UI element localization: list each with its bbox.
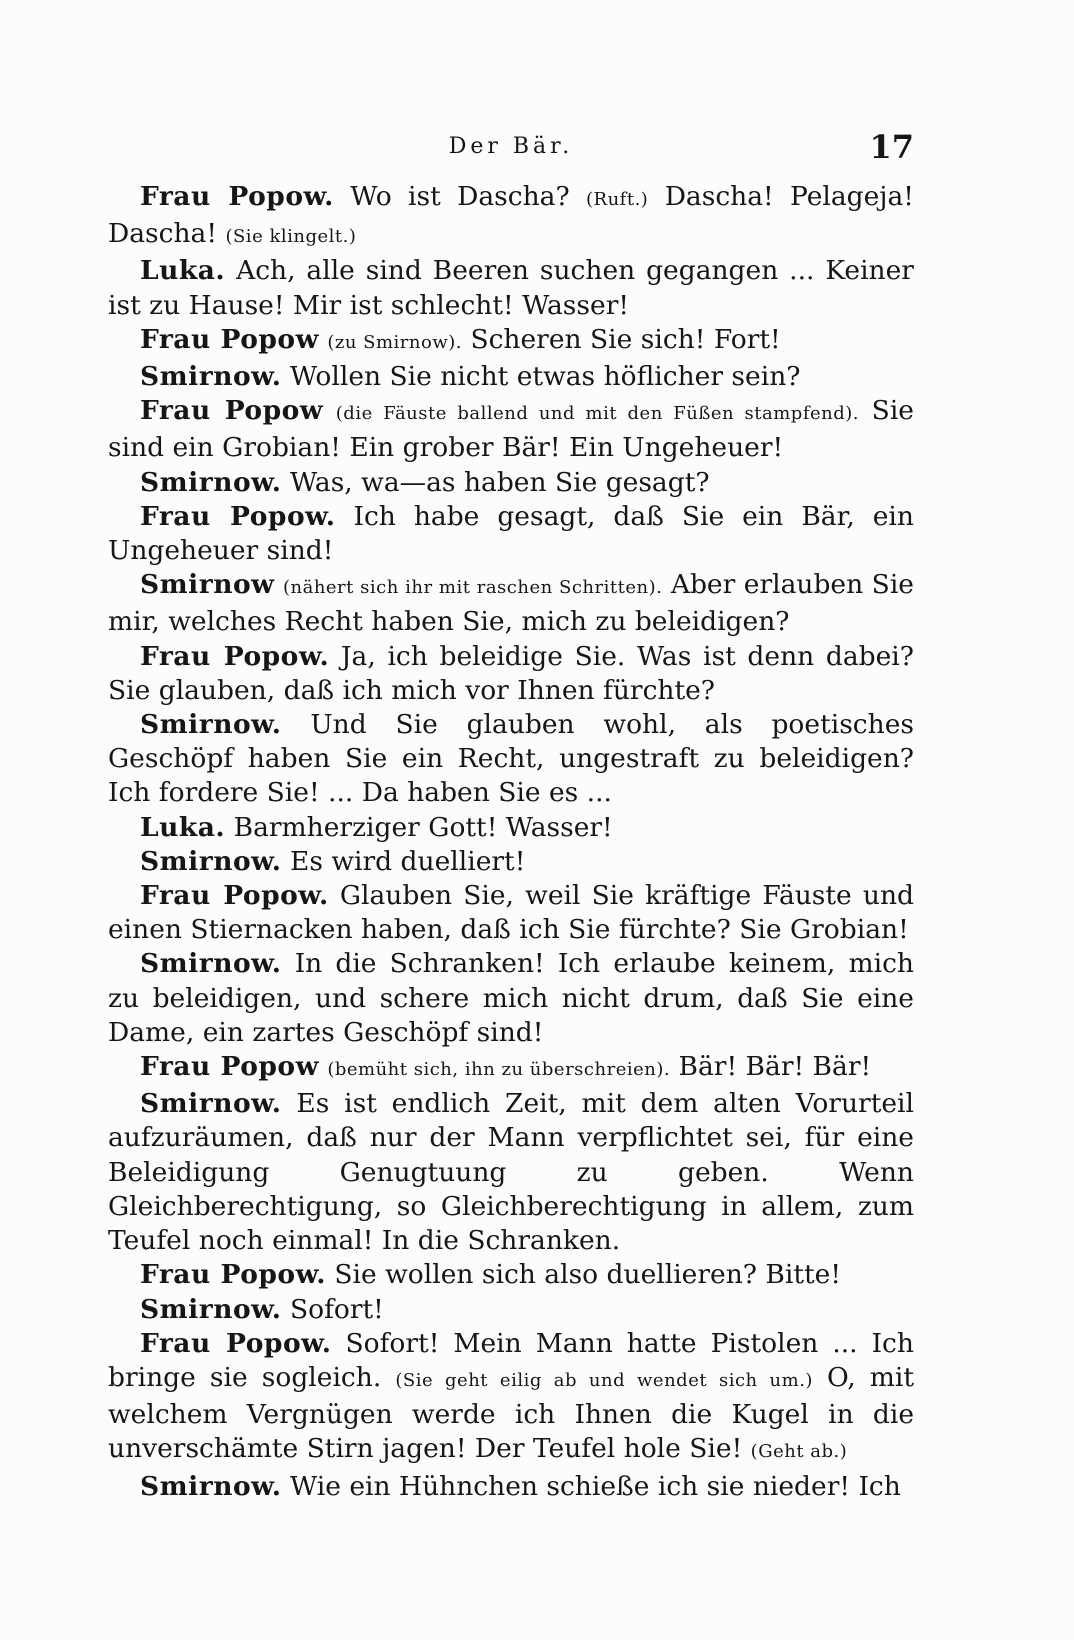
- speaker-name: Smirnow: [140, 569, 275, 601]
- dialogue-line: Sie sind ein Grobian! Ein grober Bär! Ein Ungeheuer!: [108, 395, 914, 464]
- dialogue-paragraph: [108, 254, 914, 322]
- stage-direction: (Sie geht eilig ab und wendet sich um.): [395, 1369, 813, 1391]
- speaker-name: Luka.: [140, 811, 226, 843]
- dialogue-line: Wollen Sie nicht etwas höflicher sein?: [289, 361, 801, 393]
- stage-direction: (Geht ab.): [750, 1441, 848, 1463]
- dialogue-line: Scheren Sie sich! Fort!: [470, 323, 781, 355]
- dialogue-paragraph: [108, 1087, 914, 1258]
- dialogue-line: O, mit welchem Vergnügen werde ich Ihnen die Kugel in die unverschämte Stirn jagen! Der Teufel hole Sie!: [108, 1361, 914, 1465]
- dialogue-paragraph: [108, 500, 914, 568]
- speaker-name: Frau Popow.: [140, 640, 330, 672]
- dialogue-line: Aber erlauben Sie mir, welches Recht haben Sie, mich zu beleidigen?: [108, 569, 914, 638]
- speaker-name: Smirnow.: [140, 948, 282, 980]
- dialogue-line: Ja, ich beleidige Sie. Was ist denn dabei? Sie glauben, daß ich mich vor Ihnen fürchte?: [108, 640, 914, 706]
- speaker-name: Frau Popow: [140, 323, 319, 355]
- speaker-name: Smirnow.: [140, 845, 282, 877]
- dialogue-line: Wo ist Dascha?: [350, 181, 570, 212]
- dialogue-paragraph: [108, 708, 914, 811]
- dialogue-text: [108, 180, 914, 1504]
- dialogue-line: Wie ein Hühnchen schieße ich sie nieder! Ich: [289, 1470, 901, 1502]
- speaker-name: Smirnow.: [140, 1470, 282, 1502]
- dialogue-paragraph: [108, 360, 914, 394]
- dialogue-line: Es ist endlich Zeit, mit dem alten Vorurteil aufzuräumen, daß nur der Mann verpflichtet sei, für eine Beleidigung Genugtuung zu geben. Wenn Gleichberechtigung, so Gleichberechtigung in allem, zum Teufel noch einmal! In die Schranken.: [108, 1088, 914, 1257]
- speaker-name: Frau Popow.: [140, 1259, 326, 1291]
- page-header: [108, 128, 914, 168]
- dialogue-paragraph: [108, 811, 914, 845]
- dialogue-paragraph: [108, 1293, 914, 1327]
- dialogue-line: Ach, alle sind Beeren suchen gegangen ... Keiner ist zu Hause! Mir ist schlecht! Wasser!: [108, 255, 914, 321]
- dialogue-paragraph: [108, 1258, 914, 1292]
- stage-direction: (die Fäuste ballend und mit den Füßen stampfend).: [335, 403, 860, 425]
- stage-direction: (nähert sich ihr mit raschen Schritten).: [282, 577, 663, 599]
- dialogue-line: Und Sie glauben wohl, als poetisches Geschöpf haben Sie ein Recht, ungestraft zu beleidigen? Ich fordere Sie! ... Da haben Sie es ...: [108, 709, 914, 809]
- speaker-name: Luka.: [140, 255, 226, 287]
- dialogue-line: Was, wa—as haben Sie gesagt?: [289, 466, 710, 498]
- dialogue-line: Es wird duelliert!: [289, 845, 526, 877]
- speaker-name: Frau Popow.: [140, 1327, 332, 1359]
- dialogue-line: Sie wollen sich also duellieren? Bitte!: [334, 1259, 841, 1291]
- dialogue-line: In die Schranken! Ich erlaube keinem, mich zu beleidigen, und schere mich nicht drum, daß Sie eine Dame, ein zartes Geschöpf sind!: [108, 948, 914, 1048]
- dialogue-line: Dascha! Pelageja! Dascha!: [108, 181, 914, 250]
- stage-direction: (zu Smirnow).: [327, 331, 462, 353]
- stage-direction: (Sie klingelt.): [225, 226, 357, 248]
- speaker-name: Frau Popow.: [140, 500, 336, 532]
- stage-direction: (bemüht sich, ihn zu überschreien).: [327, 1059, 671, 1081]
- dialogue-paragraph: [108, 1470, 914, 1504]
- speaker-name: Frau Popow.: [140, 181, 334, 212]
- speaker-name: Frau Popow: [140, 395, 324, 427]
- stage-direction: (Ruft.): [586, 189, 649, 210]
- dialogue-paragraph: [108, 1050, 914, 1087]
- speaker-name: Smirnow.: [140, 466, 282, 498]
- dialogue-paragraph: [108, 640, 914, 708]
- dialogue-line: Barmherziger Gott! Wasser!: [233, 811, 613, 843]
- dialogue-line: Sofort! Mein Mann hatte Pistolen ... Ich bringe sie sogleich.: [108, 1327, 914, 1393]
- dialogue-line: Sofort!: [289, 1293, 384, 1325]
- dialogue-line: Glauben Sie, weil Sie kräftige Fäuste und einen Stiernacken haben, daß ich Sie fürchte? Sie Grobian!: [108, 880, 914, 946]
- speaker-name: Smirnow.: [140, 709, 282, 741]
- speaker-name: Smirnow.: [140, 1088, 282, 1120]
- speaker-name: Frau Popow: [140, 1051, 319, 1083]
- dialogue-paragraph: [108, 180, 914, 254]
- running-title: Der Bär.: [448, 134, 574, 159]
- dialogue-paragraph: [108, 394, 914, 465]
- dialogue-line: Bär! Bär! Bär!: [678, 1051, 872, 1083]
- speaker-name: Smirnow.: [140, 361, 282, 393]
- speaker-name: Smirnow.: [140, 1293, 282, 1325]
- dialogue-paragraph: [108, 466, 914, 500]
- page-number: 17: [869, 128, 914, 166]
- dialogue-paragraph: [108, 947, 914, 1050]
- dialogue-paragraph: [108, 568, 914, 639]
- dialogue-paragraph: [108, 1327, 914, 1470]
- dialogue-paragraph: [108, 879, 914, 947]
- dialogue-paragraph: [108, 323, 914, 360]
- dialogue-line: Ich habe gesagt, daß Sie ein Bär, ein Ungeheuer sind!: [108, 500, 914, 567]
- dialogue-paragraph: [108, 845, 914, 879]
- speaker-name: Frau Popow.: [140, 880, 329, 912]
